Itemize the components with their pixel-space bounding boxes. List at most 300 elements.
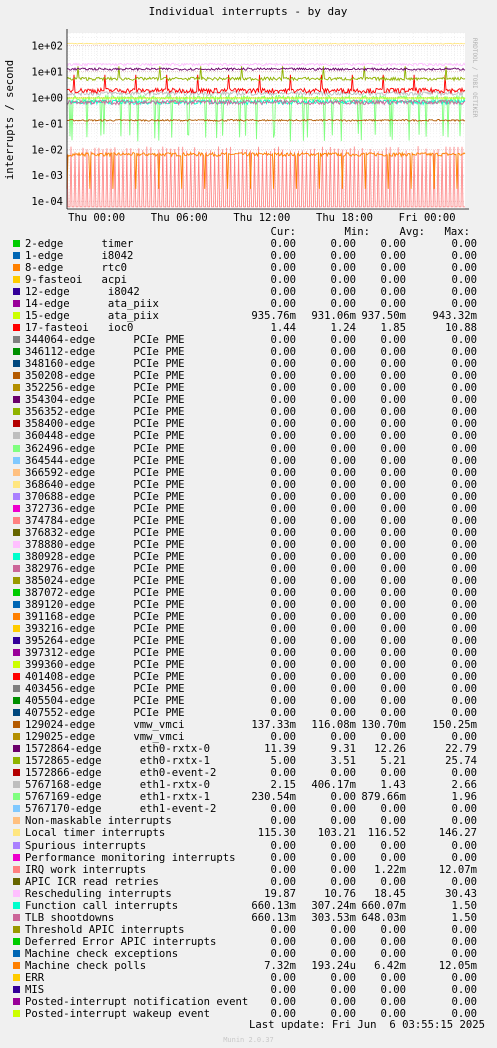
legend-value-cur: 0.00 xyxy=(270,947,296,960)
legend-row xyxy=(0,936,497,948)
legend-value-max: 0.00 xyxy=(451,502,477,515)
legend-value-cur: 0.00 xyxy=(270,803,296,816)
legend-value-cur: 0.00 xyxy=(270,875,296,888)
legend-swatch xyxy=(13,469,20,476)
legend-value-cur: 0.00 xyxy=(270,382,296,395)
legend-series-name: Local timer interrupts xyxy=(25,827,166,840)
legend-value-avg: 0.00 xyxy=(380,598,406,611)
legend-series-name: TLB shootdowns xyxy=(25,911,115,924)
legend-value-min: 0.00 xyxy=(330,526,356,539)
legend-value-cur: 0.00 xyxy=(270,586,296,599)
legend-swatch xyxy=(13,709,20,716)
legend-value-max: 0.00 xyxy=(451,586,477,599)
y-tick-label: 1e-01 xyxy=(31,118,63,131)
legend-value-avg: 5.21 xyxy=(380,755,406,768)
legend-swatch xyxy=(13,372,20,379)
legend-series-name: Non-maskable interrupts xyxy=(25,815,172,828)
legend-swatch xyxy=(13,517,20,524)
legend-series-name: Deferred Error APIC interrupts xyxy=(25,935,217,948)
legend-row xyxy=(0,924,497,936)
legend-value-max: 0.00 xyxy=(451,875,477,888)
legend-swatch xyxy=(13,276,20,283)
legend-swatch xyxy=(13,481,20,488)
legend-value-max: 0.00 xyxy=(451,995,477,1008)
legend-value-cur: 0.00 xyxy=(270,983,296,996)
legend-value-max: 10.88 xyxy=(445,322,477,335)
legend-value-cur: 0.00 xyxy=(270,683,296,696)
legend-row xyxy=(0,262,497,274)
legend-value-avg: 0.00 xyxy=(380,995,406,1008)
legend-row xyxy=(0,767,497,779)
legend-value-min: 0.00 xyxy=(330,286,356,299)
legend-value-avg: 0.00 xyxy=(380,262,406,275)
legend-series-name: 399360-edge PCIe PME xyxy=(25,659,185,672)
legend-value-cur: 0.00 xyxy=(270,490,296,503)
legend-swatch xyxy=(13,553,20,560)
legend-row xyxy=(0,575,497,587)
legend-value-min: 0.00 xyxy=(330,671,356,684)
legend-swatch xyxy=(13,601,20,608)
legend-row xyxy=(0,310,497,322)
legend-row xyxy=(0,394,497,406)
legend-series-name: Function call interrupts xyxy=(25,899,179,912)
legend-value-cur: 11.39 xyxy=(264,743,296,756)
legend-swatch xyxy=(13,396,20,403)
legend-row xyxy=(0,912,497,924)
legend-row xyxy=(0,563,497,575)
legend-value-min: 3.51 xyxy=(330,755,356,768)
legend-value-cur: 0.00 xyxy=(270,430,296,443)
legend-series-name: 129024-edge vmw_vmci xyxy=(25,719,185,732)
legend-row xyxy=(0,334,497,346)
legend-value-max: 0.00 xyxy=(451,538,477,551)
legend-value-min: 0.00 xyxy=(330,586,356,599)
legend-row xyxy=(0,707,497,719)
legend-row xyxy=(0,647,497,659)
legend-row xyxy=(0,996,497,1008)
legend-value-max: 0.00 xyxy=(451,947,477,960)
legend-value-avg: 0.00 xyxy=(380,250,406,263)
legend-swatch xyxy=(13,360,20,367)
legend-value-max: 0.00 xyxy=(451,514,477,527)
legend-series-name: 17-fasteoi ioc0 xyxy=(25,322,134,335)
legend-swatch xyxy=(13,854,20,861)
legend-swatch xyxy=(13,926,20,933)
legend-row xyxy=(0,467,497,479)
legend-swatch xyxy=(13,950,20,957)
legend-value-max: 0.00 xyxy=(451,935,477,948)
legend-swatch xyxy=(13,661,20,668)
legend-series-name: Posted-interrupt wakeup event xyxy=(25,1007,210,1020)
legend-value-max: 0.00 xyxy=(451,634,477,647)
legend-row xyxy=(0,840,497,852)
legend-value-avg: 660.07m xyxy=(361,899,406,912)
column-header-min: Min: xyxy=(344,226,370,238)
legend-value-avg: 0.00 xyxy=(380,622,406,635)
legend-series-name: 356352-edge PCIe PME xyxy=(25,406,185,419)
legend-value-max: 0.00 xyxy=(451,622,477,635)
legend-value-avg: 879.66m xyxy=(361,791,406,804)
legend-value-max: 150.25m xyxy=(432,719,477,732)
legend-series-name: 389120-edge PCIe PME xyxy=(25,598,185,611)
legend-swatch xyxy=(13,793,20,800)
legend-series-name: 1572866-edge eth0-event-2 xyxy=(25,767,217,780)
legend-row xyxy=(0,719,497,731)
legend-series-name: ERR xyxy=(25,971,45,984)
legend-series-name: 370688-edge PCIe PME xyxy=(25,490,185,503)
legend-swatch xyxy=(13,493,20,500)
x-tick-label: Thu 12:00 xyxy=(233,212,291,224)
legend-value-avg: 1.22m xyxy=(374,863,406,876)
legend-row xyxy=(0,587,497,599)
legend-value-cur: 0.00 xyxy=(270,610,296,623)
legend-series-name: Rescheduling interrupts xyxy=(25,887,172,900)
legend-swatch xyxy=(13,697,20,704)
legend-value-max: 0.00 xyxy=(451,430,477,443)
legend-value-min: 0.00 xyxy=(330,598,356,611)
legend-value-min: 9.31 xyxy=(330,743,356,756)
legend-swatch xyxy=(13,613,20,620)
legend-value-cur: 19.87 xyxy=(264,887,296,900)
legend-value-cur: 0.00 xyxy=(270,250,296,263)
legend-value-min: 406.17m xyxy=(311,779,356,792)
legend-value-min: 0.00 xyxy=(330,514,356,527)
legend-swatch xyxy=(13,757,20,764)
legend-series-name: 368640-edge PCIe PME xyxy=(25,478,185,491)
legend-series-name: 372736-edge PCIe PME xyxy=(25,502,185,515)
legend-value-max: 12.07m xyxy=(438,863,477,876)
y-tick-label: 1e+01 xyxy=(31,66,63,79)
legend-series-name: 354304-edge PCIe PME xyxy=(25,394,185,407)
legend-value-min: 0.00 xyxy=(330,334,356,347)
legend-value-cur: 0.00 xyxy=(270,562,296,575)
legend-series-name: 397312-edge PCIe PME xyxy=(25,647,185,660)
legend-series-name: 387072-edge PCIe PME xyxy=(25,586,185,599)
legend-value-max: 22.79 xyxy=(445,743,477,756)
legend-value-avg: 0.00 xyxy=(380,406,406,419)
legend-swatch xyxy=(13,505,20,512)
legend-value-min: 193.24u xyxy=(311,959,356,972)
legend-value-avg: 0.00 xyxy=(380,815,406,828)
legend-value-max: 0.00 xyxy=(451,454,477,467)
legend-value-avg: 0.00 xyxy=(380,562,406,575)
legend-value-cur: 0.00 xyxy=(270,502,296,515)
legend-value-min: 0.00 xyxy=(330,406,356,419)
legend-series-name: 401408-edge PCIe PME xyxy=(25,671,185,684)
legend-value-min: 0.00 xyxy=(330,430,356,443)
legend-swatch xyxy=(13,457,20,464)
legend-value-cur: 935.76m xyxy=(251,310,296,323)
legend-value-max: 0.00 xyxy=(451,262,477,275)
y-tick-label: 1e-04 xyxy=(31,196,63,209)
legend-value-min: 0.00 xyxy=(330,610,356,623)
legend-swatch xyxy=(13,649,20,656)
legend-value-min: 116.08m xyxy=(311,719,356,732)
legend-value-min: 0.00 xyxy=(330,490,356,503)
legend-series-name: 1572864-edge eth0-rxtx-0 xyxy=(25,743,210,756)
legend-value-cur: 0.00 xyxy=(270,454,296,467)
legend-value-max: 0.00 xyxy=(451,298,477,311)
legend-value-avg: 0.00 xyxy=(380,478,406,491)
legend-swatch xyxy=(13,541,20,548)
legend-value-avg: 0.00 xyxy=(380,538,406,551)
chart-watermark: RRDTOOL / TOBI OETIKER xyxy=(471,38,478,118)
legend-value-avg: 0.00 xyxy=(380,454,406,467)
legend-swatch xyxy=(13,432,20,439)
legend-value-avg: 1.43 xyxy=(380,779,406,792)
legend-value-cur: 0.00 xyxy=(270,274,296,287)
legend-value-min: 0.00 xyxy=(330,923,356,936)
legend-row xyxy=(0,370,497,382)
legend-value-max: 0.00 xyxy=(451,671,477,684)
legend-swatch xyxy=(13,565,20,572)
legend-swatch xyxy=(13,420,20,427)
legend-row xyxy=(0,503,497,515)
legend-row xyxy=(0,803,497,815)
legend-value-cur: 0.00 xyxy=(270,394,296,407)
legend-value-min: 0.00 xyxy=(330,803,356,816)
legend-series-name: 358400-edge PCIe PME xyxy=(25,418,185,431)
legend-value-cur: 115.30 xyxy=(257,827,296,840)
legend-value-cur: 0.00 xyxy=(270,634,296,647)
legend-series-name: 9-fasteoi acpi xyxy=(25,274,128,287)
legend-value-cur: 230.54m xyxy=(251,791,296,804)
legend-swatch xyxy=(13,336,20,343)
legend-row xyxy=(0,443,497,455)
legend-value-min: 0.00 xyxy=(330,983,356,996)
legend-value-min: 0.00 xyxy=(330,478,356,491)
legend-value-min: 0.00 xyxy=(330,346,356,359)
legend-row xyxy=(0,683,497,695)
legend-value-cur: 0.00 xyxy=(270,550,296,563)
legend-value-min: 0.00 xyxy=(330,647,356,660)
legend-value-max: 943.32m xyxy=(432,310,477,323)
legend-row xyxy=(0,972,497,984)
legend-value-avg: 0.00 xyxy=(380,695,406,708)
legend-value-avg: 0.00 xyxy=(380,430,406,443)
legend-value-cur: 0.00 xyxy=(270,262,296,275)
legend-row xyxy=(0,852,497,864)
legend-value-cur: 0.00 xyxy=(270,538,296,551)
legend-value-min: 0.00 xyxy=(330,298,356,311)
legend-value-min: 0.00 xyxy=(330,995,356,1008)
legend-value-cur: 0.00 xyxy=(270,286,296,299)
legend-value-min: 0.00 xyxy=(330,550,356,563)
legend-series-name: 1572865-edge eth0-rxtx-1 xyxy=(25,755,210,768)
legend-value-cur: 0.00 xyxy=(270,671,296,684)
legend-value-avg: 0.00 xyxy=(380,923,406,936)
legend-value-avg: 0.00 xyxy=(380,610,406,623)
legend-value-max: 0.00 xyxy=(451,659,477,672)
legend-value-min: 0.00 xyxy=(330,683,356,696)
legend-value-avg: 0.00 xyxy=(380,346,406,359)
legend-row xyxy=(0,527,497,539)
legend-value-cur: 7.32m xyxy=(264,959,296,972)
legend-row xyxy=(0,948,497,960)
legend-row xyxy=(0,358,497,370)
legend-value-avg: 0.00 xyxy=(380,358,406,371)
legend-series-name: 348160-edge PCIe PME xyxy=(25,358,185,371)
legend-value-cur: 0.00 xyxy=(270,442,296,455)
legend-row xyxy=(0,611,497,623)
legend-swatch xyxy=(13,673,20,680)
legend-value-avg: 0.00 xyxy=(380,502,406,515)
legend-value-min: 103.21 xyxy=(317,827,356,840)
legend-series-name: Machine check exceptions xyxy=(25,947,179,960)
legend-value-min: 0.00 xyxy=(330,707,356,720)
legend-value-max: 0.00 xyxy=(451,815,477,828)
legend-value-min: 0.00 xyxy=(330,274,356,287)
legend-series-name: 407552-edge PCIe PME xyxy=(25,707,185,720)
legend-value-avg: 0.00 xyxy=(380,935,406,948)
legend-swatch xyxy=(13,589,20,596)
legend-value-avg: 0.00 xyxy=(380,490,406,503)
legend-value-avg: 0.00 xyxy=(380,370,406,383)
legend-value-max: 0.00 xyxy=(451,490,477,503)
legend-swatch xyxy=(13,348,20,355)
legend-value-avg: 0.00 xyxy=(380,526,406,539)
chart-y-axis-label: interrupts / second xyxy=(4,59,16,181)
legend-row xyxy=(0,743,497,755)
column-header-avg: Avg: xyxy=(399,226,425,238)
legend-swatch xyxy=(13,733,20,740)
legend-value-max: 0.00 xyxy=(451,983,477,996)
legend-value-max: 12.05m xyxy=(438,959,477,972)
legend-value-avg: 0.00 xyxy=(380,851,406,864)
legend-value-cur: 0.00 xyxy=(270,406,296,419)
legend-swatch xyxy=(13,252,20,259)
legend-value-min: 0.00 xyxy=(330,863,356,876)
legend-value-max: 0.00 xyxy=(451,550,477,563)
legend-value-avg: 0.00 xyxy=(380,514,406,527)
legend-series-name: 380928-edge PCIe PME xyxy=(25,550,185,563)
legend-value-max: 0.00 xyxy=(451,382,477,395)
x-tick-label: Thu 06:00 xyxy=(150,212,208,224)
legend-swatch xyxy=(13,637,20,644)
legend-value-avg: 1.85 xyxy=(380,322,406,335)
legend-value-min: 931.06m xyxy=(311,310,356,323)
legend-value-avg: 648.03m xyxy=(361,911,406,924)
legend-series-name: 393216-edge PCIe PME xyxy=(25,622,185,635)
legend-value-avg: 0.00 xyxy=(380,334,406,347)
legend-series-name: 382976-edge PCIe PME xyxy=(25,562,185,575)
legend-value-cur: 0.00 xyxy=(270,370,296,383)
legend-value-avg: 0.00 xyxy=(380,983,406,996)
legend-row xyxy=(0,731,497,743)
legend-series-name: 403456-edge PCIe PME xyxy=(25,683,185,696)
legend-series-name: 352256-edge PCIe PME xyxy=(25,382,185,395)
legend-value-cur: 0.00 xyxy=(270,334,296,347)
legend-value-min: 0.00 xyxy=(330,454,356,467)
legend-value-max: 0.00 xyxy=(451,695,477,708)
legend-series-name: Machine check polls xyxy=(25,959,147,972)
legend-row xyxy=(0,274,497,286)
legend-value-cur: 0.00 xyxy=(270,839,296,852)
legend-value-cur: 0.00 xyxy=(270,622,296,635)
legend-swatch xyxy=(13,529,20,536)
column-header-max: Max: xyxy=(444,226,470,238)
legend-row xyxy=(0,900,497,912)
legend-series-name: 391168-edge PCIe PME xyxy=(25,610,185,623)
legend-value-max: 0.00 xyxy=(451,598,477,611)
legend-value-min: 0.00 xyxy=(330,538,356,551)
legend-swatch xyxy=(13,842,20,849)
legend-swatch xyxy=(13,890,20,897)
legend-value-avg: 0.00 xyxy=(380,238,406,250)
legend-value-max: 0.00 xyxy=(451,394,477,407)
legend-value-max: 0.00 xyxy=(451,610,477,623)
legend-value-avg: 0.00 xyxy=(380,286,406,299)
legend-value-cur: 0.00 xyxy=(270,478,296,491)
legend-series-name: Performance monitoring interrupts xyxy=(25,851,236,864)
column-header-cur: Cur: xyxy=(270,226,296,238)
y-tick-label: 1e+02 xyxy=(31,40,63,53)
legend-swatch xyxy=(13,445,20,452)
legend-value-min: 0.00 xyxy=(330,394,356,407)
legend-value-max: 0.00 xyxy=(451,971,477,984)
legend-series-name: 12-edge i8042 xyxy=(25,286,140,299)
legend-series-name: 344064-edge PCIe PME xyxy=(25,334,185,347)
legend-value-max: 0.00 xyxy=(451,731,477,744)
legend-value-max: 0.00 xyxy=(451,839,477,852)
legend-value-avg: 0.00 xyxy=(380,418,406,431)
legend-value-avg: 116.52 xyxy=(367,827,406,840)
legend-value-cur: 0.00 xyxy=(270,863,296,876)
legend-value-min: 0.00 xyxy=(330,634,356,647)
legend-value-cur: 0.00 xyxy=(270,731,296,744)
legend-value-max: 0.00 xyxy=(451,526,477,539)
legend-value-min: 0.00 xyxy=(330,851,356,864)
legend-value-max: 2.66 xyxy=(451,779,477,792)
legend-value-min: 0.00 xyxy=(330,815,356,828)
legend-value-min: 0.00 xyxy=(330,695,356,708)
legend-value-min: 0.00 xyxy=(330,791,356,804)
legend-swatch xyxy=(13,745,20,752)
legend-value-min: 0.00 xyxy=(330,875,356,888)
legend-series-name: 14-edge ata_piix xyxy=(25,298,159,311)
legend-value-min: 0.00 xyxy=(330,1007,356,1020)
legend-value-cur: 0.00 xyxy=(270,574,296,587)
legend-value-avg: 0.00 xyxy=(380,683,406,696)
legend-value-cur: 0.00 xyxy=(270,695,296,708)
legend-series-name: IRQ work interrupts xyxy=(25,863,147,876)
chart-graph xyxy=(0,0,497,226)
legend-swatch xyxy=(13,240,20,247)
legend-series-name: 346112-edge PCIe PME xyxy=(25,346,185,359)
legend-value-min: 303.53m xyxy=(311,911,356,924)
legend-swatch xyxy=(13,974,20,981)
legend-value-max: 0.00 xyxy=(451,647,477,660)
y-tick-label: 1e-03 xyxy=(31,170,63,183)
legend-value-avg: 0.00 xyxy=(380,382,406,395)
legend-row xyxy=(0,418,497,430)
legend-series-name: 360448-edge PCIe PME xyxy=(25,430,185,443)
legend-value-avg: 0.00 xyxy=(380,707,406,720)
legend-value-cur: 0.00 xyxy=(270,767,296,780)
legend-row xyxy=(0,815,497,827)
legend-series-name: 385024-edge PCIe PME xyxy=(25,574,185,587)
legend-row xyxy=(0,888,497,900)
legend-row xyxy=(0,430,497,442)
legend-swatch xyxy=(13,384,20,391)
legend-value-min: 0.00 xyxy=(330,262,356,275)
legend-row xyxy=(0,455,497,467)
legend-series-name: MIS xyxy=(25,983,45,996)
legend-series-name: 350208-edge PCIe PME xyxy=(25,370,185,383)
legend-value-max: 0.00 xyxy=(451,238,477,250)
legend-value-max: 25.74 xyxy=(445,755,477,768)
legend-value-avg: 0.00 xyxy=(380,394,406,407)
